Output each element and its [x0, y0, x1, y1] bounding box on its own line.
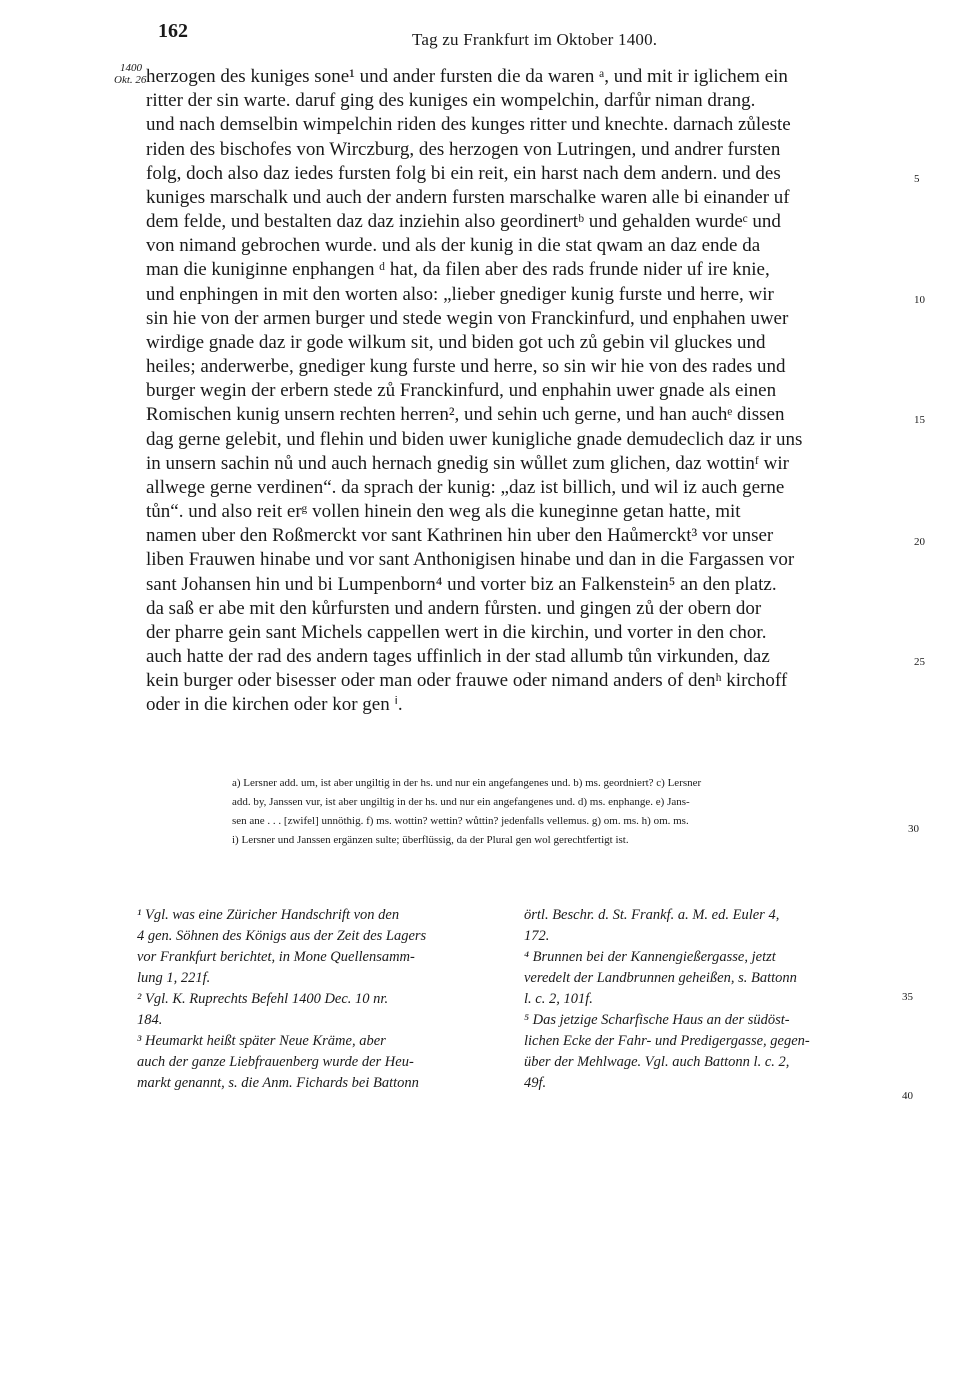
text-line: auch hatte der rad des andern tages uffinlich in der stad allumb tůn virkunden, daz	[146, 646, 770, 667]
apparatus-line: sen ane . . . [zwifel] unnöthig. f) ms. wottin? wettin? wůttin? jedenfalls vellemus. g) om. ms. h) om. ms.	[232, 815, 689, 827]
apparatus-line: a) Lersner add. um, ist aber ungiltig in der hs. und nur ein angefangenes und. b) ms. geordniert? c) Lersner	[232, 777, 702, 789]
text-line: und nach demselbin wimpelchin riden des kunges ritter und knechte. darnach zůleste	[146, 114, 791, 135]
apparatus-line: i) Lersner und Janssen ergänzen sulte; überflüssig, da der Plural gen wol gerechtfertigt ist.	[232, 834, 629, 846]
footnote-line: ⁴ Brunnen bei der Kannengießergasse, jetzt	[524, 949, 776, 965]
text-line: dag gerne gelebit, und flehin und biden uwer kunigliche gnade demudeclich daz ir uns	[146, 429, 803, 450]
text-line: heiles; anderwerbe, gnediger kung furste und herre, so sin wir hie von des rades und	[146, 356, 786, 377]
line-number: 10	[914, 294, 925, 306]
text-line: kuniges marschalk und auch der andern fursten marschalke waren alle bi einander uf	[146, 187, 790, 208]
text-line: sant Johansen hin und bi Lumpenborn⁴ und vorter biz an Falkenstein⁵ an den platz.	[146, 574, 777, 595]
footnote-line: ³ Heumarkt heißt später Neue Kräme, aber	[137, 1033, 386, 1049]
footnote-line: 184.	[137, 1012, 163, 1028]
line-number: 20	[914, 536, 925, 548]
text-line: allwege gerne verdinen“. da sprach der kunig: „daz ist billich, und wil iz auch gerne	[146, 477, 785, 498]
footnote-line: lung 1, 221f.	[137, 970, 211, 986]
footnote-line: auch der ganze Liebfrauenberg wurde der Heu-	[137, 1054, 414, 1070]
text-line: oder in die kirchen oder kor gen ⁱ.	[146, 694, 403, 715]
critical-apparatus	[232, 774, 904, 850]
text-line: Romischen kunig unsern rechten herren², und sehin uch gerne, und han auchᵉ dissen	[146, 404, 785, 425]
footnote-line: l. c. 2, 101f.	[524, 991, 593, 1007]
text-line: herzogen des kuniges sone¹ und ander fursten die da waren ᵃ, und mit ir iglichem ein	[146, 66, 788, 87]
text-line: liben Frauwen hinabe und vor sant Anthonigisen hinabe und dan in die Fargassen vor	[146, 549, 795, 570]
line-number: 15	[914, 414, 925, 426]
text-line: sin hie von der armen burger und stede wegin von Franckinfurd, und enphahen uwer	[146, 308, 789, 329]
footnote-line: über der Mehlwage. Vgl. auch Battonn l. c. 2,	[524, 1054, 790, 1070]
text-line: kein burger oder bisesser oder man oder frauwe oder nimand anders of denʰ kirchoff	[146, 670, 788, 691]
text-line: in unsern sachin nů und auch hernach gnedig sin wůllet zum glichen, daz wottinᶠ wir	[146, 453, 789, 474]
footnote-line: lichen Ecke der Fahr- und Predigergasse, gegen-	[524, 1033, 810, 1049]
margin-date	[114, 62, 146, 86]
text-line: burger wegin der erbern stede zů Franckinfurd, und enphahin uwer gnade als einen	[146, 380, 777, 401]
text-line: riden des bischofes von Wirczburg, des herzogen von Lutringen, und andrer fursten	[146, 139, 781, 160]
margin-date-day: Okt. 26	[114, 74, 147, 86]
footnote-line: örtl. Beschr. d. St. Frankf. a. M. ed. Euler 4,	[524, 907, 780, 923]
text-line: man die kuniginne enphangen ᵈ hat, da filen aber des rads frunde nider uf ire knie,	[146, 259, 770, 280]
footnote-line: 4 gen. Söhnen des Königs aus der Zeit des Lagers	[137, 928, 427, 944]
margin-date-year: 1400	[120, 62, 142, 74]
running-title: Tag zu Frankfurt im Oktober 1400.	[412, 30, 658, 49]
text-line: namen uber den Roßmerckt vor sant Kathrinen hin uber den Haůmerckt³ vor unser	[146, 525, 774, 546]
footnote-line: veredelt der Landbrunnen geheißen, s. Battonn	[524, 970, 797, 986]
page-number: 162	[158, 20, 188, 42]
footnote-line: ¹ Vgl. was eine Züricher Handschrift von den	[137, 907, 400, 923]
text-line: tůn“. und also reit erᵍ vollen hinein den weg als die kuneginne getan hatte, mit	[146, 501, 741, 522]
text-line: ritter der sin warte. daruf ging des kuniges ein wompelchin, darfůr niman drang.	[146, 90, 756, 111]
footnotes-left-column	[137, 905, 503, 1094]
footnote-line: 172.	[524, 928, 550, 944]
footnote-line: 49f.	[524, 1075, 547, 1091]
footnote-line: markt genannt, s. die Anm. Fichards bei Battonn	[137, 1075, 419, 1091]
line-number: 25	[914, 656, 925, 668]
text-line: und enphingen in mit den worten also: „lieber gnediger kunig furste und herre, wir	[146, 284, 774, 305]
footnote-line: ⁵ Das jetzige Scharfische Haus an der südöst-	[524, 1012, 790, 1028]
text-line: dem felde, und bestalten daz daz inziehin also geordinertᵇ und gehalden wurdeᶜ und	[146, 211, 781, 232]
line-number: 5	[914, 173, 920, 185]
line-number: 40	[902, 1090, 913, 1102]
text-line: wirdige gnade daz ir gode wilkum sit, und biden got uch zů gebin vil gluckes und	[146, 332, 766, 353]
text-line: von nimand gebrochen wurde. und als der kunig in die stat qwam an daz ende da	[146, 235, 761, 256]
footnotes-right-column	[524, 905, 894, 1094]
footnote-line: ² Vgl. K. Ruprechts Befehl 1400 Dec. 10 nr.	[137, 991, 389, 1007]
footnote-line: vor Frankfurt berichtet, in Mone Quellensamm-	[137, 949, 415, 965]
line-number: 30	[908, 823, 919, 835]
line-number: 35	[902, 991, 913, 1003]
text-line: der pharre gein sant Michels cappellen wert in die kirchin, und vorter in den chor.	[146, 622, 767, 643]
apparatus-line: add. by, Janssen vur, ist aber ungiltig in der hs. und nur ein angefangenes und. d) ms. enphange. e) Jans-	[232, 796, 690, 808]
text-line: folg, doch also daz iedes fursten folg bi ein reit, ein harst nach dem andern. und des	[146, 163, 781, 184]
text-line: da saß er abe mit den kůrfursten und andern fůrsten. und gingen zů der obern dor	[146, 598, 762, 619]
